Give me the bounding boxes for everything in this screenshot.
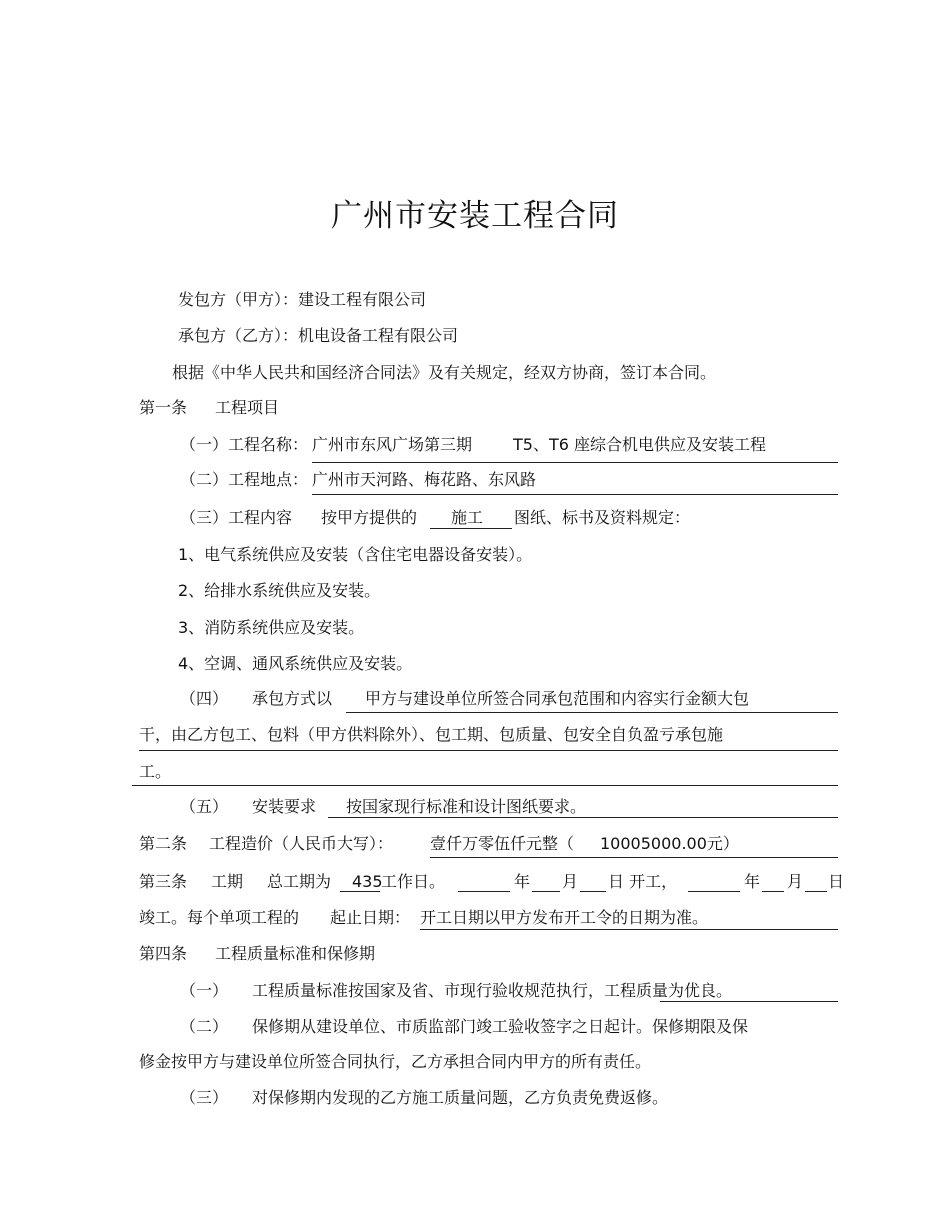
duration-line2-text-2: 起止日期： — [330, 908, 411, 927]
article3-title: 工期 — [211, 872, 244, 891]
start-year-label: 年 — [514, 872, 531, 891]
contract-mode-label: （四） — [180, 689, 229, 708]
quality-label: （一） — [180, 981, 229, 1000]
start-date-rule: 开工日期以甲方发布开工令的日期为准。 — [420, 908, 709, 927]
contract-mode-value-line2: 干，由乙方包工、包料（甲方供料除外）、包工期、包质量、包安全自负盈亏承包施 — [139, 725, 724, 744]
end-year-blank — [688, 891, 740, 892]
install-req-text: 安装要求 — [252, 797, 317, 816]
article4-title: 工程质量标准和保修期 — [215, 944, 376, 963]
end-month-label: 月 — [787, 872, 804, 891]
article1-title: 工程项目 — [215, 398, 280, 417]
project-location-value: 广州市天河路、梅花路、东风路 — [312, 470, 537, 489]
project-content-blank-value: 施工 — [451, 508, 484, 527]
warranty-text-line1: 保修期从建设单位、市质监部门竣工验收签字之日起计。保修期限及保 — [252, 1017, 749, 1036]
repair-text: 对保修期内发现的乙方施工质量问题，乙方负责免费返修。 — [252, 1088, 669, 1107]
warranty-label: （二） — [180, 1017, 229, 1036]
project-location-label: （二）工程地点： — [180, 470, 309, 489]
end-day-blank — [805, 891, 827, 892]
contract-mode-underline-1 — [346, 712, 838, 713]
end-year-label: 年 — [744, 872, 761, 891]
content-list-item: 3、消防系统供应及安装。 — [178, 618, 365, 637]
contract-mode-underline-2 — [139, 750, 838, 751]
end-day-label: 日 — [828, 872, 845, 891]
article1-heading: 第一条 — [139, 398, 188, 417]
project-content-blank-underline — [430, 528, 512, 529]
duration-days: 435 — [352, 872, 383, 891]
amount-in-words: 壹仟万零伍仟元整（ — [430, 834, 575, 853]
content-list-item: 4、空调、通风系统供应及安装。 — [178, 654, 413, 673]
install-req-value: 按国家现行标准和设计图纸要求。 — [346, 797, 587, 816]
start-month-blank — [532, 891, 560, 892]
project-name-value: 广州市东风广场第三期 — [312, 435, 473, 454]
contract-mode-value-line3: 工。 — [139, 762, 172, 781]
quality-underline — [660, 1001, 838, 1002]
warranty-text-line2: 修金按甲方与建设单位所签合同执行，乙方承担合同内甲方的所有责任。 — [139, 1052, 652, 1071]
party-a-label: 发包方（甲方）： — [178, 290, 299, 309]
contract-mode-value-line1: 甲方与建设单位所签合同承包范围和内容实行金额大包 — [365, 689, 750, 708]
article4-heading: 第四条 — [139, 944, 188, 963]
duration-line2-text: 竣工。每个单项工程的 — [139, 908, 300, 927]
amount-underline — [430, 857, 838, 858]
install-req-underline — [328, 817, 838, 818]
start-month-label: 月 — [562, 872, 579, 891]
project-content-text-2: 图纸、标书及资料规定： — [514, 508, 691, 527]
contract-mode-underline-3 — [132, 785, 838, 786]
project-content-text: 按甲方提供的 — [321, 508, 418, 527]
project-name-value-2: T5、T6 座综合机电供应及安装工程 — [513, 435, 766, 454]
start-day-blank — [580, 891, 606, 892]
install-req-label: （五） — [180, 797, 229, 816]
start-year-blank — [458, 891, 510, 892]
project-content-label: （三）工程内容 — [180, 508, 293, 527]
amount-in-numbers: 10005000.00元） — [600, 834, 739, 853]
party-a-line — [178, 290, 426, 310]
project-name-label: （一）工程名称： — [180, 435, 309, 454]
party-b-line — [178, 326, 458, 346]
party-b-label: 承包方（乙方）： — [178, 326, 299, 345]
duration-text-2: 工作日。 — [381, 872, 446, 891]
duration-days-underline — [340, 891, 380, 892]
end-month-blank — [762, 891, 784, 892]
party-a-value: 建设工程有限公司 — [298, 290, 427, 309]
start-day-label: 日 开工， — [608, 872, 678, 891]
basis-paragraph: 根据《中华人民共和国经济合同法》及有关规定，经双方协商，签订本合同。 — [172, 363, 717, 382]
article3-heading: 第三条 — [139, 872, 188, 891]
project-name-underline — [312, 462, 838, 463]
party-b-value: 机电设备工程有限公司 — [298, 326, 459, 345]
repair-label: （三） — [180, 1088, 229, 1107]
article2-heading: 第二条 — [139, 834, 188, 853]
start-date-rule-underline — [420, 929, 838, 930]
project-location-underline — [312, 494, 838, 495]
document-title: 广州市安装工程合同 — [331, 198, 619, 234]
quality-text: 工程质量标准按国家及省、市现行验收规范执行，工程质量为优良。 — [252, 981, 733, 1000]
duration-text: 总工期为 — [267, 872, 332, 891]
article2-text: 工程造价（人民币大写）： — [209, 834, 394, 853]
contract-mode-text: 承包方式以 — [252, 689, 333, 708]
content-list-item: 2、给排水系统供应及安装。 — [178, 581, 381, 600]
content-list-item: 1、电气系统供应及安装（含住宅电器设备安装）。 — [178, 545, 533, 564]
